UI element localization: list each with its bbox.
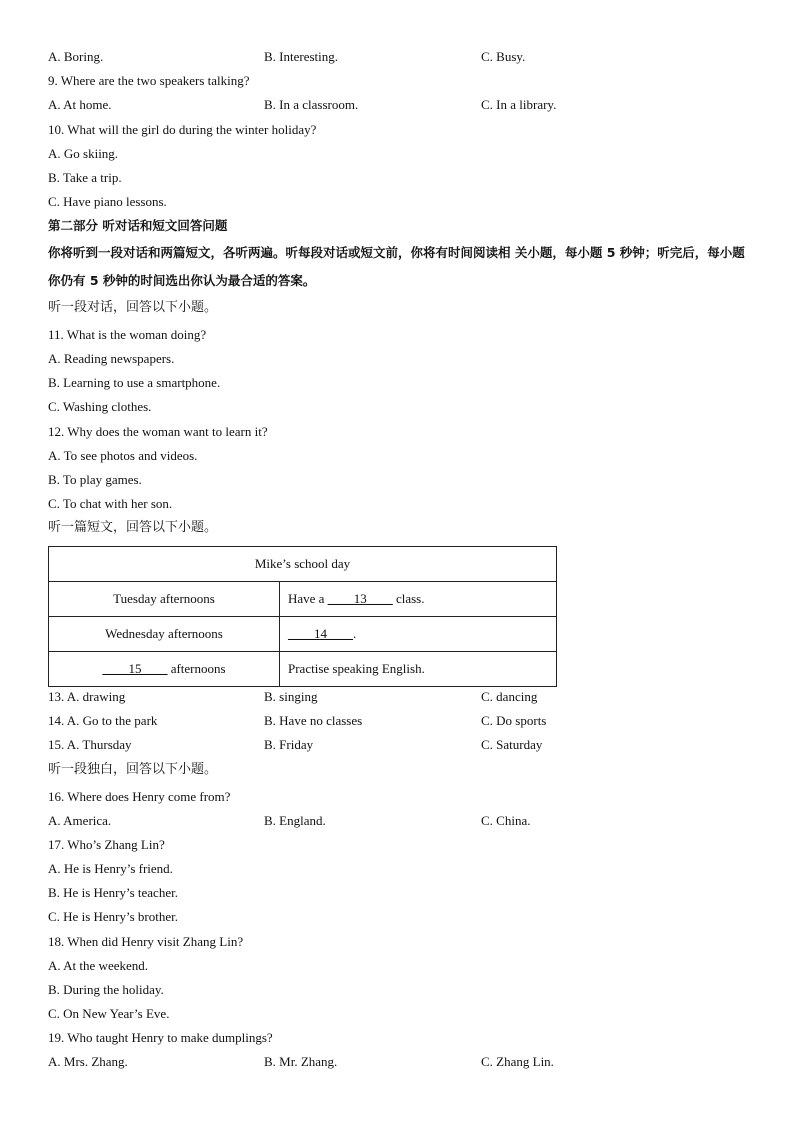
q12-option-a: A. To see photos and videos. xyxy=(48,448,198,463)
q16-option-a: A. America. xyxy=(48,813,112,828)
q18-option-c: C. On New Year’s Eve. xyxy=(48,1006,170,1021)
q12-question: 12. Why does the woman want to learn it? xyxy=(48,424,268,439)
q17-option-a: A. He is Henry’s friend. xyxy=(48,861,173,876)
q8-option-b: B. Interesting. xyxy=(264,49,339,64)
table-cell: Practise speaking English. xyxy=(280,652,557,687)
q19-option-b: B. Mr. Zhang. xyxy=(264,1054,338,1069)
table-row xyxy=(49,652,557,687)
q10-option-a: A. Go skiing. xyxy=(48,146,119,161)
q11-option-c: C. Washing clothes. xyxy=(48,399,152,414)
blank-15: ____15____ xyxy=(102,661,168,676)
q9-option-a: A. At home. xyxy=(48,97,112,112)
q13-option-b: B. singing xyxy=(264,689,318,704)
q8-option-c: C. Busy. xyxy=(481,49,526,64)
section-monologue-heading: 听一段独白，回答以下小题。 xyxy=(48,762,218,777)
section-dialogue-heading: 听一段对话，回答以下小题。 xyxy=(48,300,218,315)
q12-option-b: B. To play games. xyxy=(48,472,142,487)
table-row xyxy=(49,582,557,617)
q8-option-a: A. Boring. xyxy=(48,49,104,64)
q12-option-c: C. To chat with her son. xyxy=(48,496,173,511)
q18-option-b: B. During the holiday. xyxy=(48,982,164,997)
q14-option-a: 14. A. Go to the park xyxy=(48,713,158,728)
table-row xyxy=(49,547,557,582)
q13-option-a: 13. A. drawing xyxy=(48,689,126,704)
table-cell xyxy=(280,617,557,652)
blank-14: ____14____ xyxy=(288,626,353,641)
q9-option-b: B. In a classroom. xyxy=(264,97,359,112)
q11-option-b: B. Learning to use a smartphone. xyxy=(48,375,221,390)
q19-question: 19. Who taught Henry to make dumplings? xyxy=(48,1030,273,1045)
q16-option-c: C. China. xyxy=(481,813,531,828)
table-title: Mike’s school day xyxy=(49,547,557,582)
table-cell xyxy=(280,582,557,617)
q14-option-b: B. Have no classes xyxy=(264,713,363,728)
cell-text: afternoons xyxy=(167,661,226,676)
cell-text: class. xyxy=(392,591,425,606)
q16-question: 16. Where does Henry come from? xyxy=(48,789,231,804)
q19-option-a: A. Mrs. Zhang. xyxy=(48,1054,128,1069)
table-cell: Tuesday afternoons xyxy=(49,582,280,617)
q16-option-b: B. England. xyxy=(264,813,326,828)
q14-option-c: C. Do sports xyxy=(481,713,547,728)
q17-option-b: B. He is Henry’s teacher. xyxy=(48,885,178,900)
table-row xyxy=(49,617,557,652)
q11-question: 11. What is the woman doing? xyxy=(48,327,207,342)
q15-option-a: 15. A. Thursday xyxy=(48,737,132,752)
q18-option-a: A. At the weekend. xyxy=(48,958,149,973)
q15-option-c: C. Saturday xyxy=(481,737,543,752)
q10-option-c: C. Have piano lessons. xyxy=(48,194,167,209)
q18-question: 18. When did Henry visit Zhang Lin? xyxy=(48,934,244,949)
table-cell: Wednesday afternoons xyxy=(49,617,280,652)
cell-text: Have a xyxy=(288,591,328,606)
q17-option-c: C. He is Henry’s brother. xyxy=(48,909,178,924)
part2-heading: 第二部分 听对话和短文回答问题 xyxy=(48,218,228,233)
q10-option-b: B. Take a trip. xyxy=(48,170,122,185)
q9-question: 9. Where are the two speakers talking? xyxy=(48,73,250,88)
q11-option-a: A. Reading newspapers. xyxy=(48,351,175,366)
part2-instructions: 你将听到一段对话和两篇短文，各听两遍。听每段对话或短文前，你将有时间阅读相 关小题，每小题 5 秒钟；听完后，每小题你仍有 5 秒钟的时间选出你认为最合适的答案。 xyxy=(48,245,745,288)
q9-option-c: C. In a library. xyxy=(481,97,557,112)
section-passage-heading: 听一篇短文，回答以下小题。 xyxy=(48,520,218,535)
q10-question: 10. What will the girl do during the winter holiday? xyxy=(48,122,317,137)
q17-question: 17. Who’s Zhang Lin? xyxy=(48,837,165,852)
q13-option-c: C. dancing xyxy=(481,689,538,704)
q15-option-b: B. Friday xyxy=(264,737,314,752)
cell-text: . xyxy=(353,626,357,641)
schedule-table xyxy=(48,546,557,687)
table-cell xyxy=(49,652,280,687)
q19-option-c: C. Zhang Lin. xyxy=(481,1054,554,1069)
blank-13: ____13____ xyxy=(327,591,393,606)
